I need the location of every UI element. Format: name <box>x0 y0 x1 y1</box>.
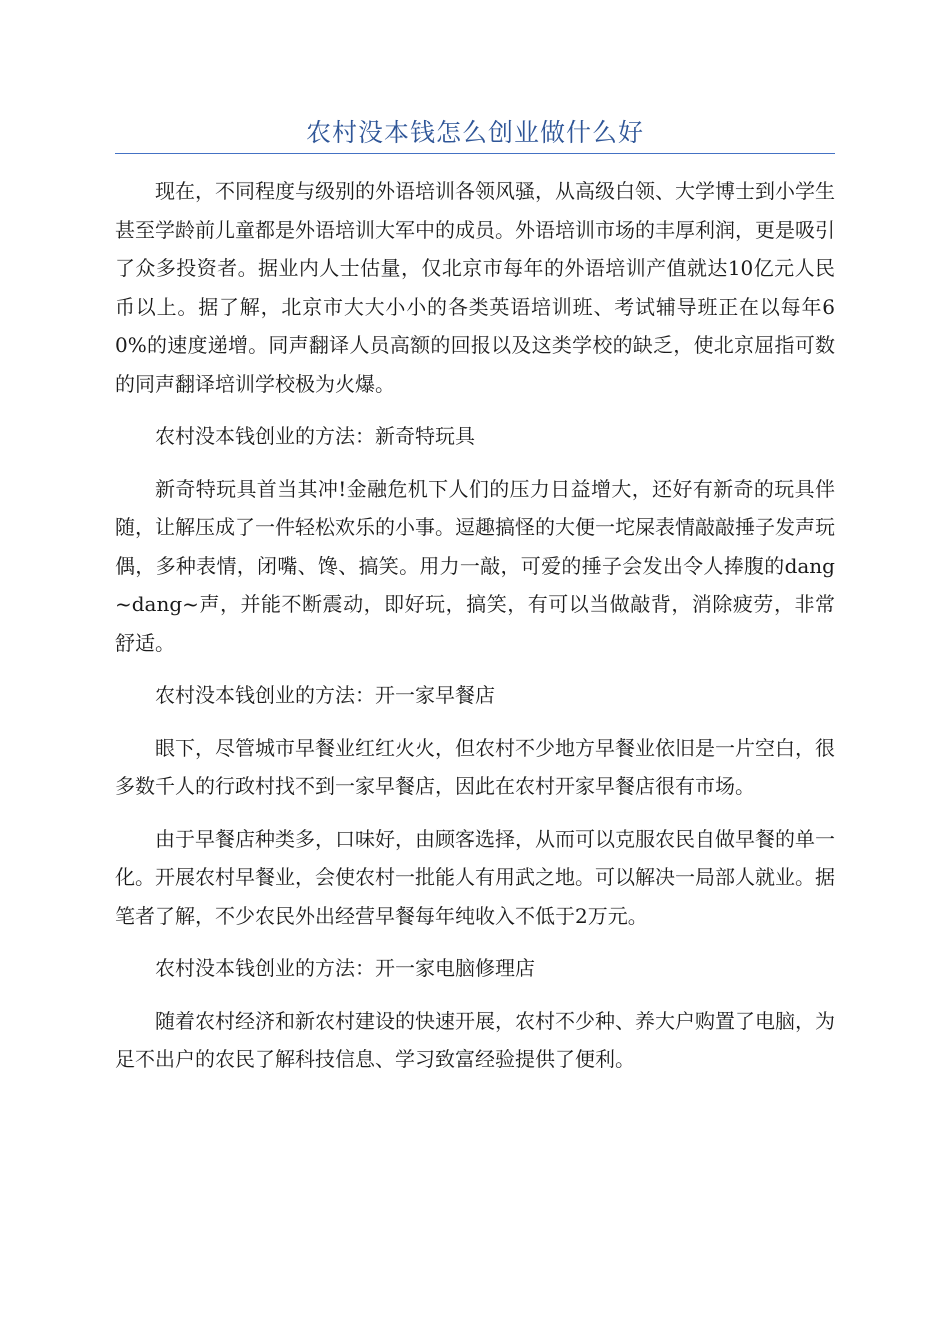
title-underline <box>115 153 835 154</box>
paragraph-toys: 新奇特玩具首当其冲!金融危机下人们的压力日益增大，还好有新奇的玩具伴随，让解压成了一件轻松欢乐的小事。逗趣搞怪的大便一坨屎表情敲敲捶子发声玩偶，多种表情，闭嘴、馋、搞笑。用力一敲，可爱的捶子会发出令人捧腹的dang~dang~声，并能不断震动，即好玩，搞笑，有可以当做敲背，消除疲劳，非常舒适。 <box>115 476 835 655</box>
paragraph-breakfast-1: 眼下，尽管城市早餐业红红火火，但农村不少地方早餐业依旧是一片空白，很多数千人的行政村找不到一家早餐店，因此在农村开家早餐店很有市场。 <box>115 735 835 798</box>
paragraph-intro: 现在，不同程度与级别的外语培训各领风骚，从高级白领、大学博士到小学生甚至学龄前儿童都是外语培训大军中的成员。外语培训市场的丰厚利润，更是吸引了众多投资者。据业内人士估量，仅北京市每年的外语培训产值就达10亿元人民币以上。据了解，北京市大大小小的各类英语培训班、考试辅导班正在以每年60%的速度递增。同声翻译人员高额的回报以及这类学校的缺乏，使北京屈指可数的同声翻译培训学校极为火爆。 <box>115 179 835 396</box>
document-title: 农村没本钱怎么创业做什么好 <box>305 118 644 147</box>
section-heading-computer-repair: 农村没本钱创业的方法：开一家电脑修理店 <box>155 956 535 980</box>
paragraph-breakfast-2: 由于早餐店种类多，口味好，由顾客选择，从而可以克服农民自做早餐的单一化。开展农村早餐业，会使农村一批能人有用武之地。可以解决一局部人就业。据笔者了解，不少农民外出经营早餐每年纯收入不低于2万元。 <box>115 826 835 928</box>
document-body <box>115 172 835 1093</box>
paragraph-computer-repair: 随着农村经济和新农村建设的快速开展，农村不少种、养大户购置了电脑，为足不出户的农民了解科技信息、学习致富经验提供了便利。 <box>115 1008 835 1071</box>
section-heading-toys: 农村没本钱创业的方法：新奇特玩具 <box>155 424 475 448</box>
section-heading-breakfast: 农村没本钱创业的方法：开一家早餐店 <box>155 683 495 707</box>
